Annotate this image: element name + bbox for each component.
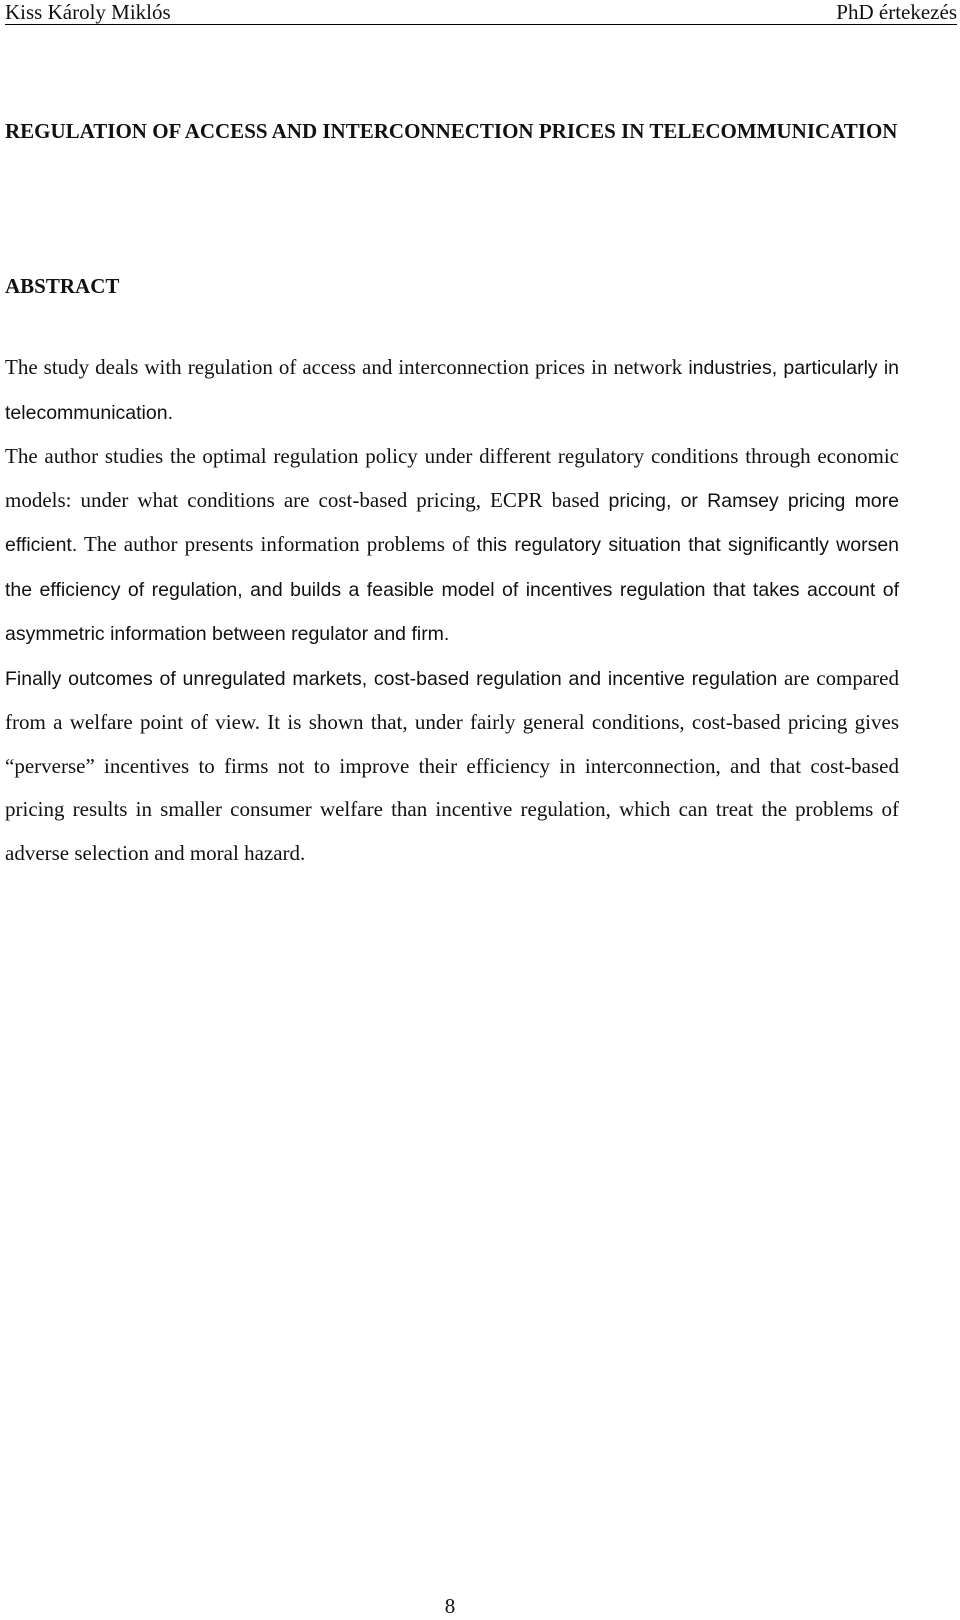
abstract-p2-sans-a: pricing, or Ramsey pricing more efficient. [5, 489, 899, 556]
abstract-paragraph-1 [5, 346, 899, 435]
abstract-p3-sans: Finally outcomes of unregulated markets, cost-based regulation and incentive regulation [5, 667, 778, 690]
abstract-body [5, 346, 899, 875]
abstract-p2-sans-b: this regulatory situation that significantly worsen the efficiency of regulation, and builds a feasible model of incentives regulation that takes account of asymmetric information between regulator and firm. [5, 534, 900, 645]
abstract-paragraph-2 [5, 435, 899, 657]
header-document-type: PhD értekezés [836, 0, 957, 24]
abstract-p2-serif: The author studies the optimal regulation policy under different regulatory conditions through economic models: under what conditions are cost-based pricing, ECPR based [5, 444, 899, 512]
document-title: REGULATION OF ACCESS AND INTERCONNECTION PRICES IN TELECOMMUNICATION [5, 119, 898, 143]
abstract-p3-serif: are compared from a welfare point of view. It is shown that, under fairly general conditions, cost-based pricing gives “perverse” incentives to firms not to improve their efficiency in interconnection, and that cost-based pricing results in smaller consumer welfare than incentive regulation, which can treat the problems of adverse selection and moral hazard. [5, 665, 899, 865]
page-number: 8 [444, 1594, 456, 1618]
header-author: Kiss Károly Miklós [5, 0, 171, 24]
page-content [5, 110, 900, 865]
abstract-paragraph-3 [5, 657, 899, 876]
abstract-heading: ABSTRACT [5, 274, 120, 298]
abstract-p2-serif-b: The author presents information problems of [84, 532, 470, 556]
running-header [5, 0, 957, 25]
abstract-p1-sans: industries, particularly in telecommunication. [5, 357, 900, 424]
abstract-p1-serif: The study deals with regulation of access and interconnection prices in network [5, 355, 683, 379]
